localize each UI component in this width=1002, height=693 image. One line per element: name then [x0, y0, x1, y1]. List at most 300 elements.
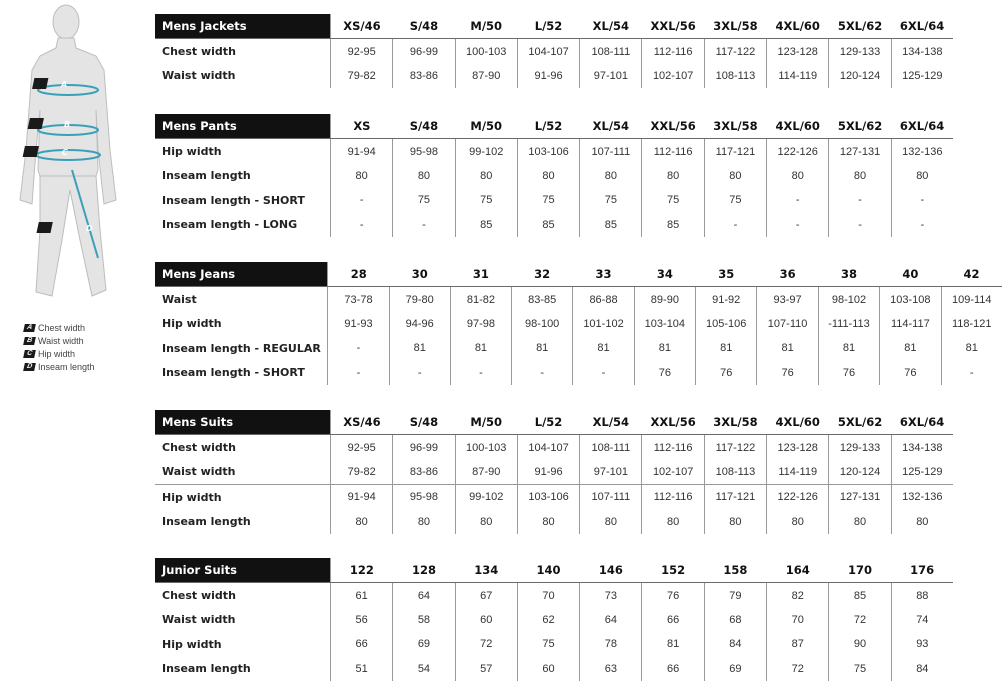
size-value-cell: 73-78: [328, 287, 389, 312]
size-value-cell: 134-138: [902, 45, 943, 58]
table-row: [155, 632, 953, 656]
size-header: S/48: [393, 410, 455, 435]
size-header: 152: [642, 558, 704, 583]
size-value-cell: 95-98: [393, 485, 455, 510]
svg-text:D: D: [86, 224, 93, 233]
size-value-cell: -: [920, 194, 925, 207]
size-value-cell: 79-82: [331, 460, 393, 485]
size-value-cell: 75: [455, 188, 517, 212]
table-row: [155, 188, 953, 212]
row-label: Chest width: [155, 583, 331, 608]
size-header: XXL/56: [642, 14, 704, 39]
size-header: 5XL/62: [829, 14, 891, 39]
size-value-cell: 92-95: [331, 39, 393, 64]
size-value-cell: 81: [512, 336, 573, 360]
size-value-cell: 70: [767, 608, 829, 632]
row-label: Chest width: [155, 39, 331, 64]
size-value-cell: 102-107: [642, 460, 704, 485]
size-value-cell: 79-80: [389, 287, 450, 312]
size-value-cell: 51: [331, 657, 393, 681]
size-value-cell: 75: [642, 188, 704, 212]
size-value-cell: -: [328, 336, 389, 360]
size-value-cell: 87-90: [455, 460, 517, 485]
size-value-cell: 69: [393, 632, 455, 656]
row-label: Inseam length - SHORT: [155, 361, 328, 385]
size-value-cell: 93-97: [757, 287, 818, 312]
size-value-cell: 54: [393, 657, 455, 681]
size-value-cell: 60: [517, 657, 579, 681]
size-value-cell: 81: [573, 336, 634, 360]
size-header: XXL/56: [642, 114, 704, 139]
size-header: 122: [331, 558, 393, 583]
size-value-cell: 85: [517, 213, 579, 237]
size-header: 176: [891, 558, 953, 583]
size-value-cell: 125-129: [902, 69, 943, 82]
figure-legs: [36, 176, 106, 296]
size-value-cell: 108-113: [704, 460, 766, 485]
svg-text:A: A: [61, 80, 68, 89]
svg-text:C: C: [62, 148, 68, 157]
size-header: 30: [389, 262, 450, 287]
size-value-cell: -: [331, 188, 393, 212]
size-value-cell: 76: [642, 583, 704, 608]
size-value-cell: -: [767, 213, 829, 237]
size-value-cell: 89-90: [634, 287, 695, 312]
row-label: Inseam length: [155, 164, 331, 188]
size-value-cell: 114-119: [767, 64, 829, 88]
size-value-cell: -: [829, 188, 891, 212]
size-value-cell: 85: [455, 213, 517, 237]
legend-key: A: [23, 324, 36, 332]
size-header: XS/46: [331, 410, 393, 435]
size-value-cell: 91-96: [517, 460, 579, 485]
body-measurement-figure: [0, 0, 150, 310]
size-value-cell: 117-122: [704, 39, 766, 64]
size-value-cell: 80: [767, 510, 829, 534]
size-value-cell: 79: [704, 583, 766, 608]
size-value-cell: 103-106: [517, 485, 579, 510]
row-label: Waist width: [155, 460, 331, 485]
size-value-cell: 93: [916, 638, 929, 651]
size-value-cell: 85: [829, 583, 891, 608]
table-row: [155, 583, 953, 608]
size-header: 3XL/58: [704, 14, 766, 39]
table-title: Mens Jeans: [155, 262, 328, 287]
size-value-cell: -: [328, 361, 389, 385]
mens-suits-table: [155, 410, 953, 534]
size-value-cell: 91-93: [328, 312, 389, 336]
size-value-cell: 84: [704, 632, 766, 656]
size-value-cell: 123-128: [767, 435, 829, 460]
size-header: XXL/56: [642, 410, 704, 435]
size-value-cell: 108-113: [704, 64, 766, 88]
table-row: [155, 64, 953, 88]
size-value-cell: 85: [642, 213, 704, 237]
table-row: [155, 510, 953, 534]
size-value-cell: 62: [517, 608, 579, 632]
size-header: L/52: [517, 14, 579, 39]
size-header: 4XL/60: [767, 114, 829, 139]
size-header: XL/54: [580, 14, 642, 39]
size-value-cell: 72: [829, 608, 891, 632]
size-value-cell: 112-116: [642, 39, 704, 64]
legend-item-hip: [24, 347, 95, 360]
row-label: Inseam length - SHORT: [155, 188, 331, 212]
size-header: S/48: [393, 14, 455, 39]
size-value-cell: 99-102: [455, 139, 517, 164]
size-value-cell: 112-116: [642, 435, 704, 460]
size-value-cell: 122-126: [767, 139, 829, 164]
size-value-cell: 107-110: [757, 312, 818, 336]
size-value-cell: 122-126: [767, 485, 829, 510]
size-value-cell: 81: [757, 336, 818, 360]
size-header: 35: [696, 262, 757, 287]
size-value-cell: 88: [916, 589, 929, 602]
svg-text:B: B: [64, 120, 71, 129]
size-header: XL/54: [580, 114, 642, 139]
size-value-cell: 117-121: [704, 485, 766, 510]
size-value-cell: 97-101: [580, 460, 642, 485]
table-row: [155, 336, 1002, 360]
figure-head: [53, 5, 79, 39]
size-value-cell: 97-98: [450, 312, 511, 336]
size-value-cell: 76: [880, 361, 941, 385]
table-row: [155, 361, 1002, 385]
size-header: 6XL/64: [891, 14, 953, 39]
size-value-cell: 109-114: [951, 293, 992, 306]
size-header: 6XL/64: [891, 114, 953, 139]
row-label: Waist width: [155, 608, 331, 632]
size-header: XS/46: [331, 14, 393, 39]
size-header: 42: [941, 262, 1002, 287]
size-value-cell: 81-82: [450, 287, 511, 312]
size-value-cell: 80: [393, 164, 455, 188]
size-value-cell: 64: [393, 583, 455, 608]
size-value-cell: 61: [331, 583, 393, 608]
row-label: Hip width: [155, 139, 331, 164]
size-header: 5XL/62: [829, 114, 891, 139]
size-header: 38: [818, 262, 879, 287]
size-value-cell: 105-106: [696, 312, 757, 336]
legend-label: Hip width: [38, 348, 76, 359]
size-value-cell: -111-113: [818, 312, 879, 336]
size-value-cell: 107-111: [580, 485, 642, 510]
size-header: 40: [880, 262, 941, 287]
size-value-cell: 66: [642, 657, 704, 681]
size-value-cell: 80: [704, 510, 766, 534]
size-header: 158: [704, 558, 766, 583]
size-value-cell: 76: [757, 361, 818, 385]
mens-jackets-table: [155, 14, 953, 88]
size-value-cell: 81: [696, 336, 757, 360]
size-header: S/48: [393, 114, 455, 139]
size-value-cell: 68: [704, 608, 766, 632]
size-value-cell: 127-131: [829, 139, 891, 164]
size-value-cell: 112-116: [642, 485, 704, 510]
table-header-row: [155, 262, 1002, 287]
size-value-cell: 108-111: [580, 435, 642, 460]
table-row: [155, 460, 953, 485]
size-value-cell: 91-92: [696, 287, 757, 312]
size-value-cell: 81: [450, 336, 511, 360]
table-title: Mens Suits: [155, 410, 331, 435]
size-header: 33: [573, 262, 634, 287]
row-label: Waist: [155, 287, 328, 312]
size-value-cell: 81: [389, 336, 450, 360]
size-value-cell: 117-121: [704, 139, 766, 164]
size-header: 3XL/58: [704, 114, 766, 139]
table-row: [155, 213, 953, 237]
size-value-cell: 96-99: [393, 435, 455, 460]
size-value-cell: 81: [818, 336, 879, 360]
legend-key: B: [23, 337, 36, 345]
row-label: Inseam length - LONG: [155, 213, 331, 237]
table-row: [155, 435, 953, 460]
table-row: [155, 287, 1002, 312]
measurement-legend: [24, 321, 95, 373]
size-value-cell: 60: [455, 608, 517, 632]
table-header-row: [155, 114, 953, 139]
size-value-cell: 57: [455, 657, 517, 681]
size-value-cell: 82: [767, 583, 829, 608]
row-label: Hip width: [155, 485, 331, 510]
size-value-cell: 83-86: [393, 64, 455, 88]
size-value-cell: -: [969, 366, 974, 379]
size-header: 128: [393, 558, 455, 583]
size-value-cell: 81: [642, 632, 704, 656]
size-value-cell: 75: [517, 632, 579, 656]
size-value-cell: 69: [704, 657, 766, 681]
size-header: XL/54: [580, 410, 642, 435]
size-value-cell: 80: [455, 510, 517, 534]
size-value-cell: 75: [517, 188, 579, 212]
size-value-cell: 58: [393, 608, 455, 632]
size-value-cell: 103-104: [634, 312, 695, 336]
size-value-cell: 75: [393, 188, 455, 212]
size-header: 6XL/64: [891, 410, 953, 435]
size-value-cell: 112-116: [642, 139, 704, 164]
size-header: 146: [580, 558, 642, 583]
size-value-cell: -: [829, 213, 891, 237]
size-value-cell: 76: [696, 361, 757, 385]
size-header: L/52: [517, 114, 579, 139]
size-value-cell: 114-117: [880, 312, 941, 336]
size-header: 3XL/58: [704, 410, 766, 435]
size-value-cell: 129-133: [829, 435, 891, 460]
size-value-cell: 81: [965, 342, 978, 355]
row-label: Inseam length: [155, 657, 331, 681]
size-value-cell: 91-94: [331, 139, 393, 164]
size-value-cell: 80: [829, 164, 891, 188]
size-value-cell: 80: [642, 510, 704, 534]
size-value-cell: -: [573, 361, 634, 385]
table-row: [155, 39, 953, 64]
size-value-cell: 66: [642, 608, 704, 632]
size-header: M/50: [455, 410, 517, 435]
size-value-cell: 81: [634, 336, 695, 360]
row-label: Inseam length - REGULAR: [155, 336, 328, 360]
size-value-cell: 117-122: [704, 435, 766, 460]
size-value-cell: 98-100: [512, 312, 573, 336]
size-value-cell: 92-95: [331, 435, 393, 460]
legend-key: D: [23, 363, 36, 371]
size-value-cell: 84: [916, 662, 929, 675]
size-value-cell: -: [920, 218, 925, 231]
size-value-cell: 80: [704, 164, 766, 188]
size-value-cell: 90: [829, 632, 891, 656]
size-header: L/52: [517, 410, 579, 435]
table-title: Junior Suits: [155, 558, 331, 583]
size-value-cell: 80: [916, 169, 929, 182]
table-title: Mens Jackets: [155, 14, 331, 39]
size-value-cell: 87: [767, 632, 829, 656]
size-header: 4XL/60: [767, 14, 829, 39]
size-value-cell: 103-106: [517, 139, 579, 164]
size-value-cell: 108-111: [580, 39, 642, 64]
size-value-cell: 99-102: [455, 485, 517, 510]
size-value-cell: 80: [393, 510, 455, 534]
size-value-cell: 80: [580, 164, 642, 188]
size-value-cell: 102-107: [642, 64, 704, 88]
table-header-row: [155, 410, 953, 435]
size-value-cell: 80: [331, 510, 393, 534]
size-value-cell: 80: [829, 510, 891, 534]
mens-pants-table: [155, 114, 953, 237]
row-label: Hip width: [155, 632, 331, 656]
size-header: 164: [767, 558, 829, 583]
size-header: 170: [829, 558, 891, 583]
size-header: 34: [634, 262, 695, 287]
size-value-cell: -: [704, 213, 766, 237]
size-header: M/50: [455, 114, 517, 139]
size-value-cell: 67: [455, 583, 517, 608]
size-value-cell: 127-131: [829, 485, 891, 510]
size-value-cell: 75: [580, 188, 642, 212]
size-value-cell: 80: [916, 515, 929, 528]
size-value-cell: 107-111: [580, 139, 642, 164]
table-title: Mens Pants: [155, 114, 331, 139]
size-header: 32: [512, 262, 573, 287]
size-value-cell: 120-124: [829, 460, 891, 485]
table-row: [155, 164, 953, 188]
size-value-cell: 72: [455, 632, 517, 656]
size-value-cell: 80: [767, 164, 829, 188]
size-value-cell: 120-124: [829, 64, 891, 88]
row-label: Waist width: [155, 64, 331, 88]
size-value-cell: 98-102: [818, 287, 879, 312]
size-value-cell: 80: [580, 510, 642, 534]
size-value-cell: -: [450, 361, 511, 385]
size-value-cell: 80: [642, 164, 704, 188]
size-value-cell: 129-133: [829, 39, 891, 64]
table-header-row: [155, 14, 953, 39]
size-value-cell: 76: [818, 361, 879, 385]
size-header: 4XL/60: [767, 410, 829, 435]
size-value-cell: 83-85: [512, 287, 573, 312]
size-value-cell: 103-108: [880, 287, 941, 312]
size-value-cell: -: [512, 361, 573, 385]
table-row: [155, 312, 1002, 336]
size-header: 28: [328, 262, 389, 287]
size-header: M/50: [455, 14, 517, 39]
size-value-cell: 56: [331, 608, 393, 632]
table-row: [155, 657, 953, 681]
size-value-cell: 91-96: [517, 64, 579, 88]
mens-jeans-table: [155, 262, 1002, 385]
size-header: 36: [757, 262, 818, 287]
size-value-cell: 80: [517, 164, 579, 188]
size-value-cell: 97-101: [580, 64, 642, 88]
size-value-cell: 95-98: [393, 139, 455, 164]
size-value-cell: 66: [331, 632, 393, 656]
size-value-cell: 123-128: [767, 39, 829, 64]
size-value-cell: 86-88: [573, 287, 634, 312]
size-value-cell: 80: [455, 164, 517, 188]
legend-label: Chest width: [38, 322, 86, 333]
size-value-cell: 78: [580, 632, 642, 656]
size-value-cell: 134-138: [902, 441, 943, 454]
size-value-cell: 75: [704, 188, 766, 212]
size-value-cell: 72: [767, 657, 829, 681]
size-value-cell: 132-136: [902, 145, 943, 158]
size-header: XS: [331, 114, 393, 139]
table-row: [155, 608, 953, 632]
size-header: 134: [455, 558, 517, 583]
size-value-cell: 79-82: [331, 64, 393, 88]
size-value-cell: 87-90: [455, 64, 517, 88]
legend-item-waist: [24, 334, 95, 347]
size-value-cell: 83-86: [393, 460, 455, 485]
size-value-cell: 100-103: [455, 435, 517, 460]
size-value-cell: 118-121: [951, 317, 992, 330]
row-label: Chest width: [155, 435, 331, 460]
size-value-cell: 74: [916, 613, 929, 626]
size-header: 31: [450, 262, 511, 287]
size-header: 5XL/62: [829, 410, 891, 435]
size-value-cell: 80: [517, 510, 579, 534]
size-value-cell: 132-136: [891, 485, 953, 510]
size-value-cell: 73: [580, 583, 642, 608]
size-value-cell: 96-99: [393, 39, 455, 64]
table-row: [155, 139, 953, 164]
size-value-cell: 91-94: [331, 485, 393, 510]
row-label: Inseam length: [155, 510, 331, 534]
size-value-cell: 104-107: [517, 435, 579, 460]
size-value-cell: 81: [880, 336, 941, 360]
size-value-cell: 125-129: [902, 465, 943, 478]
junior-suits-table: [155, 558, 953, 681]
size-value-cell: 100-103: [455, 39, 517, 64]
size-value-cell: -: [331, 213, 393, 237]
size-value-cell: -: [389, 361, 450, 385]
legend-item-inseam: [24, 360, 95, 373]
size-value-cell: 75: [829, 657, 891, 681]
size-value-cell: -: [767, 188, 829, 212]
legend-label: Waist width: [38, 335, 84, 346]
legend-item-chest: [24, 321, 95, 334]
size-value-cell: 94-96: [389, 312, 450, 336]
size-value-cell: 70: [517, 583, 579, 608]
size-value-cell: 80: [331, 164, 393, 188]
size-value-cell: 114-119: [767, 460, 829, 485]
size-value-cell: 63: [580, 657, 642, 681]
size-value-cell: 104-107: [517, 39, 579, 64]
table-row: [155, 485, 953, 510]
row-label: Hip width: [155, 312, 328, 336]
size-value-cell: 101-102: [573, 312, 634, 336]
table-header-row: [155, 558, 953, 583]
legend-key: C: [23, 350, 36, 358]
